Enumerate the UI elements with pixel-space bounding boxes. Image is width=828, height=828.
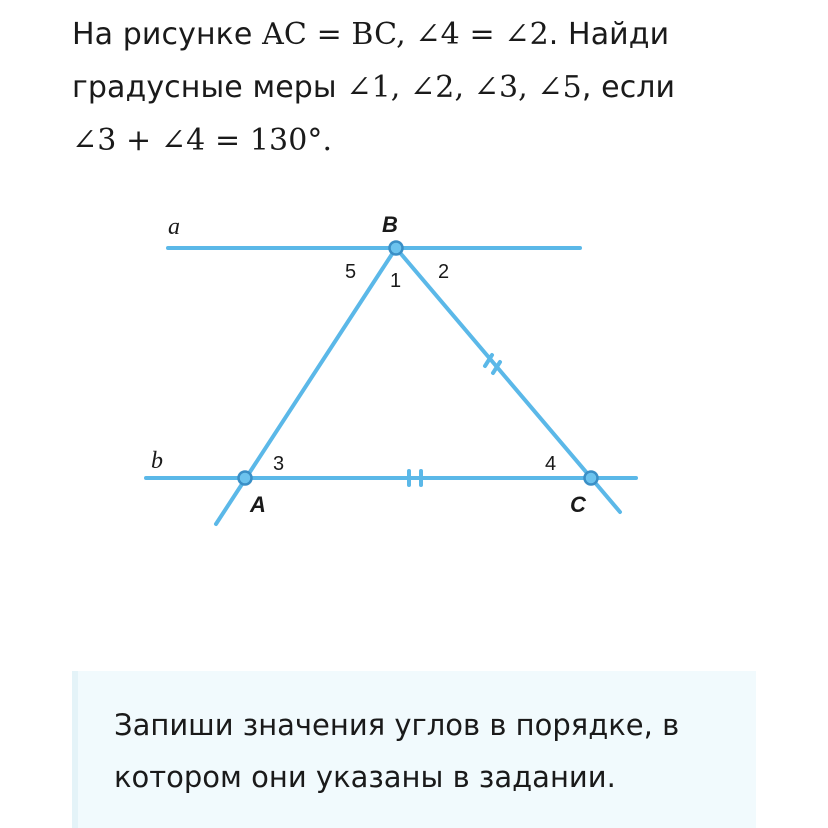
task-condition: ∠3 + ∠4 = 130° [72, 123, 323, 158]
hint-text: Запиши значения углов в порядке, в котором они указаны в задании. [114, 708, 680, 794]
task-equation: AC = BC, ∠4 = ∠2 [262, 17, 549, 52]
point-b-label: B [382, 212, 398, 237]
task-text: На рисунке [72, 17, 253, 52]
task-line-1 [72, 8, 792, 61]
point-b-marker [390, 242, 403, 255]
angle-label-4: 4 [545, 453, 557, 475]
angle-label-3: 3 [273, 453, 285, 475]
task-line-2 [72, 61, 792, 114]
task-text: . Найди [548, 17, 670, 52]
point-c-marker [585, 472, 598, 485]
task-text: . [322, 123, 333, 158]
angle-label-5: 5 [345, 261, 357, 283]
geometry-figure [0, 190, 828, 550]
line-a-label: a [168, 214, 180, 240]
task-statement [72, 8, 792, 167]
hint-box [72, 671, 756, 828]
task-text: градусные меры [72, 70, 337, 105]
angle-label-1: 1 [390, 270, 402, 292]
task-angle-list: ∠1, ∠2, ∠3, ∠5 [346, 70, 582, 105]
angle-label-2: 2 [438, 261, 450, 283]
point-c-label: C [570, 492, 586, 517]
task-line-3 [72, 114, 792, 167]
point-a-marker [239, 472, 252, 485]
line-b-label: b [151, 448, 163, 474]
point-a-label: A [250, 492, 266, 517]
task-text: , если [581, 70, 676, 105]
